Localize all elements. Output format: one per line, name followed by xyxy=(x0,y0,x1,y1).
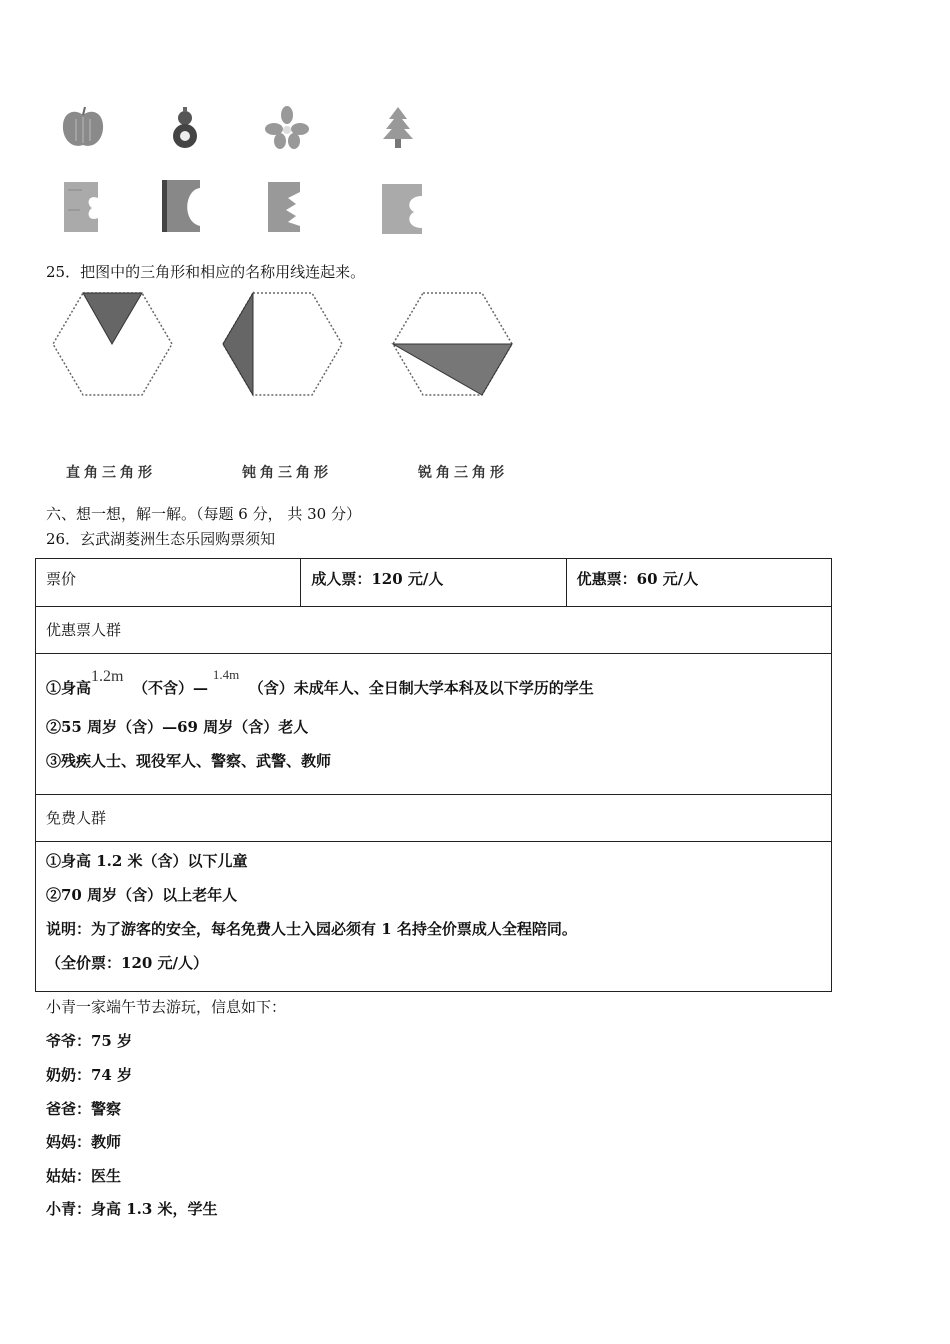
apple-shape-figure xyxy=(58,103,108,153)
discount-ticket-cell: 优惠票：60 元/人 xyxy=(566,559,831,606)
free-line-2: ②70 周岁（含）以上老年人 xyxy=(46,886,238,904)
free-note-2: （全价票：120 元/人） xyxy=(46,954,209,972)
q25-title: 25．把图中的三角形和相应的名称用线连起来。 xyxy=(46,263,366,281)
flower-shape-figure xyxy=(262,103,312,153)
discount-line-3: ③残疾人士、现役军人、警察、武警、教师 xyxy=(46,752,332,770)
free-group-header: 免费人群 xyxy=(36,794,831,841)
paper-cut-4-figure xyxy=(380,182,425,237)
free-note: 说明：为了游客的安全，每名免费人士入园必须有 1 名持全价票成人全程陪同。 xyxy=(46,920,577,938)
tree-shape-figure xyxy=(373,103,423,153)
discount-line-2: ②55 周岁（含）—69 周岁（含）老人 xyxy=(46,718,309,736)
family-member-dad: 爸爸：警察 xyxy=(46,1100,122,1118)
section6-title: 六、想一想，解一解。（每题 6 分， 共 30 分） xyxy=(46,505,361,523)
ticket-info-table xyxy=(35,558,832,992)
q26-title: 26．玄武湖菱洲生态乐园购票须知 xyxy=(46,530,276,548)
height-max-value: 1.4m xyxy=(212,667,240,682)
discount-group-header: 优惠票人群 xyxy=(36,606,831,653)
label-right-triangle: 直角三角形 xyxy=(66,465,156,481)
height-min-value: 1.2m xyxy=(91,668,124,685)
adult-ticket-cell: 成人票：120 元/人 xyxy=(300,559,565,606)
hexagon-figure-2 xyxy=(220,290,345,400)
family-intro: 小青一家端午节去游玩，信息如下： xyxy=(46,998,287,1016)
family-member-grandpa: 爷爷：75 岁 xyxy=(46,1032,133,1050)
family-member-aunt: 姑姑：医生 xyxy=(46,1167,122,1185)
label-acute-triangle: 锐角三角形 xyxy=(418,465,508,481)
paper-cut-1-figure xyxy=(62,180,102,235)
discount-line-1-a: ①身高 xyxy=(46,679,92,697)
paper-cut-2-figure xyxy=(160,178,205,236)
discount-line-1-b: （不含）— xyxy=(133,679,209,697)
free-line-1: ①身高 1.2 米（含）以下儿童 xyxy=(46,852,248,870)
discount-group-details xyxy=(36,653,831,794)
price-label-cell: 票价 xyxy=(46,570,77,588)
family-member-xiaoqing: 小青：身高 1.3 米，学生 xyxy=(46,1200,218,1218)
hexagon-figure-3 xyxy=(390,290,515,400)
ticket-price-row xyxy=(36,559,831,606)
gourd-shape-figure xyxy=(160,103,210,153)
label-obtuse-triangle: 钝角三角形 xyxy=(242,465,332,481)
free-group-details xyxy=(36,841,831,991)
family-member-grandma: 奶奶：74 岁 xyxy=(46,1066,133,1084)
discount-line-1-c: （含）未成年人、全日制大学本科及以下学历的学生 xyxy=(248,679,594,697)
hexagon-figure-1 xyxy=(50,290,175,400)
discount-line-1 xyxy=(46,666,821,710)
paper-cut-3-figure xyxy=(266,180,306,235)
family-member-mom: 妈妈：教师 xyxy=(46,1133,122,1151)
